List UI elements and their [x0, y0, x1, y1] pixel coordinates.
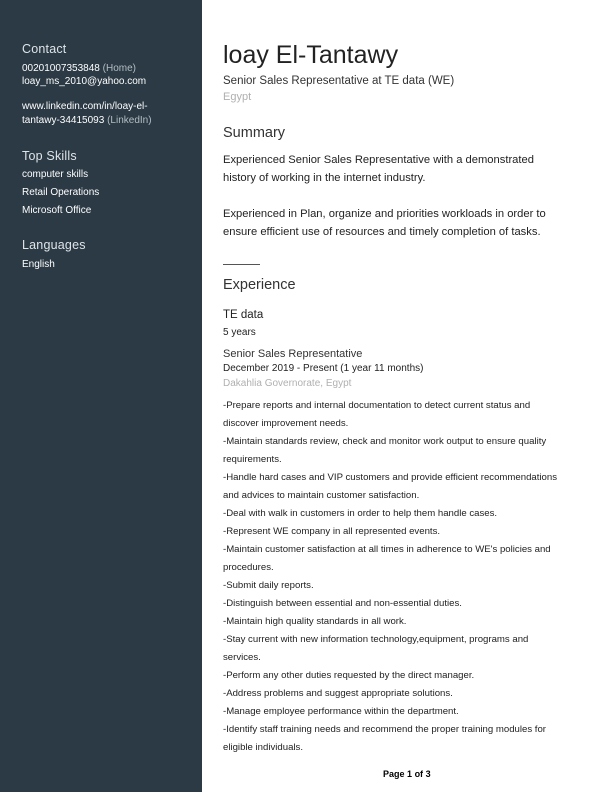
description-line: -Distinguish between essential and non-essential duties.	[223, 598, 462, 609]
profile-location: Egypt	[223, 91, 252, 103]
top-skills-heading: Top Skills	[22, 149, 77, 163]
linkedin-label: (LinkedIn)	[107, 115, 152, 126]
description-line: -Maintain customer satisfaction at all times in adherence to WE's policies and	[223, 544, 551, 555]
description-line: requirements.	[223, 454, 282, 465]
page-number	[383, 769, 431, 779]
job-title: Senior Sales Representative	[223, 348, 363, 360]
section-divider	[223, 264, 260, 265]
description-line: and advices to maintain customer satisfaction.	[223, 490, 420, 501]
languages-heading: Languages	[22, 238, 86, 252]
description-line: -Deal with walk in customers in order to help them handle cases.	[223, 508, 498, 519]
linkedin-url-line2[interactable]	[22, 115, 152, 126]
company-name: TE data	[223, 309, 264, 321]
description-line: -Handle hard cases and VIP customers and provide efficient recommendations	[223, 472, 558, 483]
linkedin-url-line1[interactable]: www.linkedin.com/in/loay-el-	[22, 101, 148, 112]
description-line: -Submit daily reports.	[223, 580, 314, 591]
profile-headline: Senior Sales Representative at TE data (WE)	[223, 75, 455, 87]
page-current: 1	[407, 769, 413, 779]
skill-item: Retail Operations	[22, 187, 100, 198]
description-line: -Prepare reports and internal documentation to detect current status and	[223, 400, 531, 411]
description-line: -Address problems and suggest appropriate solutions.	[223, 688, 453, 699]
phone-label: (Home)	[102, 63, 136, 74]
description-line: -Identify staff training needs and recommend the proper training modules for	[223, 724, 546, 735]
description-line: services.	[223, 652, 261, 663]
job-dates: December 2019 - Present (1 year 11 months)	[223, 363, 424, 374]
contact-heading: Contact	[22, 42, 67, 56]
description-line: eligible individuals.	[223, 742, 303, 753]
description-line: discover improvement needs.	[223, 418, 349, 429]
phone-number: 00201007353848	[22, 63, 100, 74]
summary-line: ensure efficient use of resources and timely completion of tasks.	[223, 226, 541, 238]
summary-line: history of working in the internet industry.	[223, 172, 426, 184]
sidebar	[0, 0, 202, 792]
page-total: 3	[425, 769, 431, 779]
description-line: -Maintain high quality standards in all work.	[223, 616, 407, 627]
contact-phone	[22, 63, 136, 74]
summary-heading: Summary	[223, 125, 286, 141]
page-prefix: Page	[383, 769, 405, 779]
language-item: English	[22, 259, 55, 270]
linkedin-url-tail[interactable]: tantawy-34415093	[22, 115, 105, 126]
summary-line: Experienced Senior Sales Representative with a demonstrated	[223, 154, 534, 166]
job-location: Dakahlia Governorate, Egypt	[223, 378, 352, 389]
description-line: -Manage employee performance within the department.	[223, 706, 459, 717]
contact-email[interactable]: loay_ms_2010@yahoo.com	[22, 76, 147, 87]
main-content	[223, 0, 593, 792]
page-of: of	[414, 769, 424, 779]
description-line: -Maintain standards review, check and monitor work output to ensure quality	[223, 436, 547, 447]
description-line: -Stay current with new information technology,equipment, programs and	[223, 634, 529, 645]
description-line: -Perform any other duties requested by the direct manager.	[223, 670, 475, 681]
summary-line: Experienced in Plan, organize and priorities workloads in order to	[223, 208, 546, 220]
skill-item: Microsoft Office	[22, 205, 92, 216]
description-line: -Represent WE company in all represented events.	[223, 526, 441, 537]
experience-heading: Experience	[223, 277, 296, 293]
skill-item: computer skills	[22, 169, 89, 180]
description-line: procedures.	[223, 562, 274, 573]
profile-name: loay El-Tantawy	[223, 41, 399, 69]
company-tenure: 5 years	[223, 327, 256, 338]
